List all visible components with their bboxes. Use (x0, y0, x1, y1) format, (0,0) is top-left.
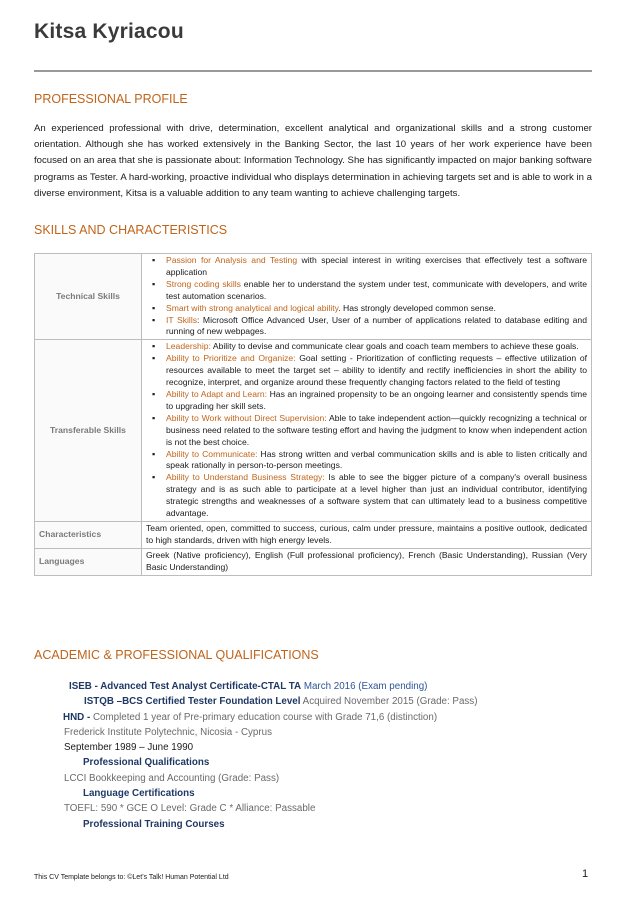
list-item: ▪ Ability to Work without Direct Supervision: Able to take independent action—quickly recognizing a technical or business need related to the software testing effort and having the judgment to know when independent action is not the best choice. (166, 413, 587, 449)
lcci-qualification: LCCI Bookkeeping and Accounting (Grade: Pass) (64, 772, 280, 784)
professional-qualifications-heading: Professional Qualifications (83, 757, 210, 769)
list-item: ▪ Ability to Prioritize and Organize: Goal setting - Prioritization of conflicting requests – effective utilization of resources available to meet the target set – ability to identify and rectify inefficiencies in short the ability to recognize, interpret, and organize around these frequently changing factors related to the field of testing (166, 353, 587, 389)
language-certifications-heading: Language Certifications (83, 788, 195, 800)
footer-note: This CV Template belongs to: ©Let’s Talk! Human Potential Ltd (34, 874, 229, 881)
iseb-qualification: ISEB - Advanced Test Analyst Certificate-CTAL TA March 2016 (Exam pending) (69, 681, 428, 692)
list-item: ▪ Ability to Communicate: Has strong written and verbal communication skills and is able to listen critically and speak rationally in person-to-person meetings. (166, 449, 587, 473)
languages-content: Greek (Native proficiency), English (Full professional proficiency), French (Basic Understanding), Russian (Very Basic Understanding) (142, 548, 592, 575)
table-row (35, 521, 592, 548)
training-courses-heading: Professional Training Courses (83, 818, 225, 830)
technical-skills-content (142, 254, 592, 340)
table-row (35, 548, 592, 575)
characteristics-content: Team oriented, open, committed to success, curious, calm under pressure, maintains a positive outlook, dedicated to high standards, driven with high energy levels. (142, 521, 592, 548)
list-item: ▪ Leadership: Ability to devise and communicate clear goals and coach team members to achieve these goals. (166, 341, 587, 353)
profile-heading: PROFESSIONAL PROFILE (34, 92, 188, 106)
hnd-qualification: HND - Completed 1 year of Pre-primary education course with Grade 71,6 (distinction) (63, 711, 438, 723)
languages-label: Languages (35, 548, 142, 575)
profile-text: An experienced professional with drive, determination, excellent analytical and organizational skills and a strong customer orientation. Although she has worked extensively in the Banking Sector, the last 10 years of her work experience have been focused on an area that she is passionate about: Information Technology. She has significantly impacted on major banking software programs as Tester. A hard-working, proactive individual who displays determination in achieving targets set and is able to work in a diverse environment, Kitsa is a valuable addition to any team wanting to achieve challenging targets. (34, 123, 592, 199)
technical-skills-label: Technical Skills (35, 254, 142, 340)
transferable-skills-content (142, 340, 592, 522)
skills-heading: SKILLS AND CHARACTERISTICS (34, 223, 228, 237)
page-number: 1 (582, 868, 589, 880)
istqb-qualification: ISTQB –BCS Certified Tester Foundation Level Acquired November 2015 (Grade: Pass) (84, 696, 478, 708)
qualifications-list (34, 679, 592, 832)
list-item: ▪ Smart with strong analytical and logical ability. Has strongly developed common sense. (166, 303, 587, 315)
study-dates: September 1989 – June 1990 (64, 742, 194, 754)
list-item: ▪ Ability to Adapt and Learn: Has an ingrained propensity to be an ongoing learner and consistently spends time to upgrading her skill sets. (166, 389, 587, 413)
transferable-skills-label: Transferable Skills (35, 340, 142, 522)
characteristics-label: Characteristics (35, 521, 142, 548)
qualifications-heading: ACADEMIC & PROFESSIONAL QUALIFICATIONS (34, 648, 319, 662)
candidate-name: Kitsa Kyriacou (34, 20, 184, 43)
list-item: ▪ Ability to Understand Business Strategy: Is able to see the bigger picture of a company's overall business strategy and is as such able to participate at a level higher than just an individual contributor, identifying strategic strengths and weaknesses of a software system that can ultimately lead to a business competitive advantage. (166, 472, 587, 520)
table-row (35, 340, 592, 522)
skills-table (34, 253, 592, 576)
table-row (35, 254, 592, 340)
list-item: ▪ Passion for Analysis and Testing with special interest in writing exercises that effectively test a software application (166, 255, 587, 279)
list-item: ▪ IT Skills: Microsoft Office Advanced User, User of a number of applications related to database editing and running of new webpages. (166, 315, 587, 339)
header-divider (34, 70, 592, 72)
toefl-qualification: TOEFL: 590 * GCE O Level: Grade C * Alliance: Passable (64, 803, 316, 815)
list-item: ▪ Strong coding skills enable her to understand the system under test, communicate with developers, and write test automation scenarios. (166, 279, 587, 303)
institute: Frederick Institute Polytechnic, Nicosia - Cyprus (64, 726, 272, 738)
